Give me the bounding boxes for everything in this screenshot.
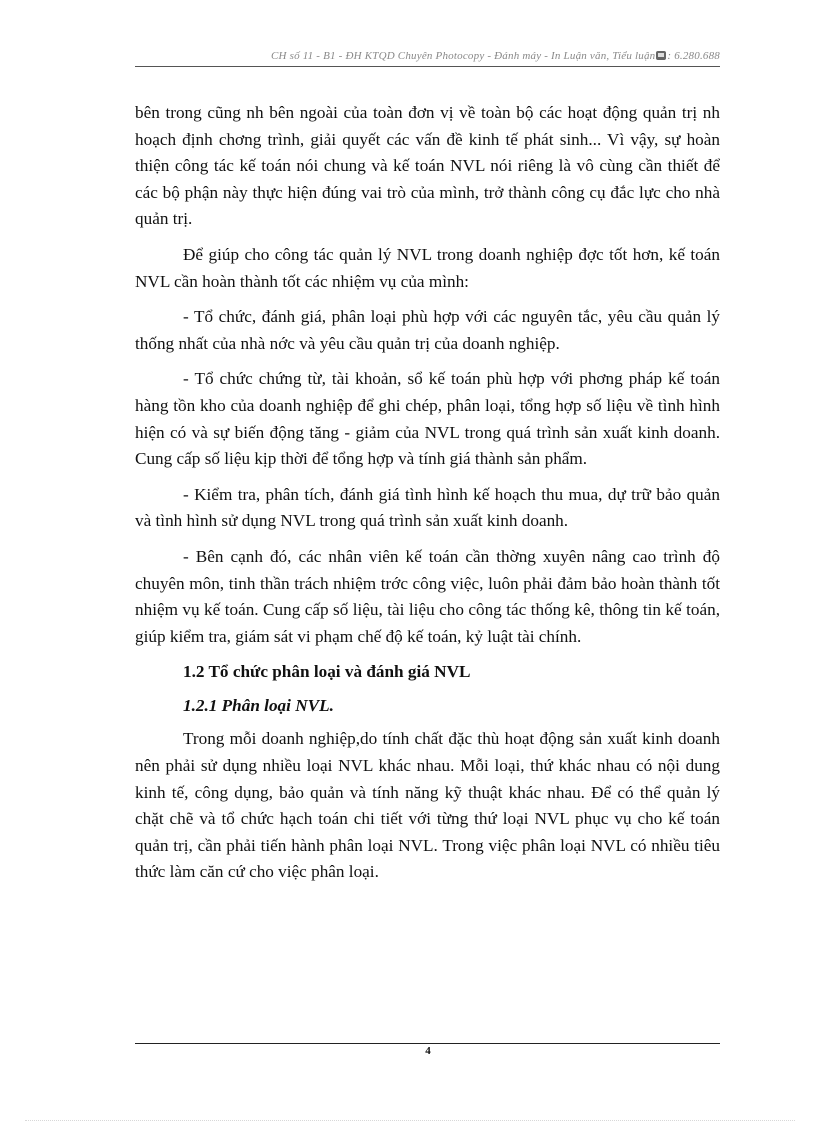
page-header <box>135 48 720 67</box>
page-number: 4 <box>425 1045 431 1057</box>
section-heading: 1.2 Tổ chức phân loại và đánh giá NVL <box>183 662 471 682</box>
body-text <box>135 100 720 895</box>
paragraph: bên trong cũng nh bên ngoài của toàn đơn vị về toàn bộ các hoạt động quản trị nh hoạch định chơng trình, giải quyết các vấn đề kinh tế phát sinh... Vì vậy, sự hoàn thiện công tác kế toán nói chung và kế toán NVL nói riêng là vô cùng cần thiết để các bộ phận này thực hiện đúng vai trò của mình, trở thành công cụ đắc lực cho nhà quản trị. <box>135 103 720 229</box>
footer-divider <box>135 1043 720 1044</box>
paragraph: Để giúp cho công tác quản lý NVL trong doanh nghiệp đợc tốt hơn, kế toán NVL cần hoàn thành tốt các nhiệm vụ của mình: <box>135 244 720 291</box>
header-text: CH số 11 - B1 - ĐH KTQD Chuyên Photocopy - Đánh máy - In Luận văn, Tiểu luận <box>270 50 656 62</box>
list-item: - Tổ chức, đánh giá, phân loại phù hợp với các nguyên tắc, yêu cầu quản lý thống nhất của nhà nớc và yêu cầu quản trị của doanh nghiệp. <box>135 307 720 353</box>
paragraph: Trong mỗi doanh nghiệp,do tính chất đặc thù hoạt động sản xuất kinh doanh nên phải sử dụng nhiều loại NVL khác nhau. Mỗi loại, thứ khác nhau có nội dung kinh tế, công dụng, bảo quản và tính năng kỹ thuật khác nhau. Để có thể quản lý chặt chẽ và tổ chức hạch toán chi tiết với từng thứ loại NVL phục vụ cho kế toán quản trị, cần phải tiến hành phân loại NVL. Trong việc phân loại NVL có nhiều tiêu thức làm căn cứ cho việc phân loại. <box>135 729 720 882</box>
list-item: - Kiểm tra, phân tích, đánh giá tình hình kế hoạch thu mua, dự trữ bảo quản và tình hình sử dụng NVL trong quá trình sản xuất kinh doanh. <box>135 484 720 531</box>
phone-icon <box>656 51 666 60</box>
list-item: - Tổ chức chứng từ, tài khoản, sổ kế toán phù hợp với phơng pháp kế toán hàng tồn kho của doanh nghiệp để ghi chép, phân loại, tổng hợp số liệu về tình hình hiện có và sự biến động tăng - giảm của NVL trong quá trình sản xuất kinh doanh. Cung cấp số liệu kịp thời để tổng hợp và tính giá thành sản phẩm. <box>135 369 720 469</box>
page-edge-divider <box>25 1120 795 1121</box>
header-phone-number: : 6.280.688 <box>667 50 720 62</box>
list-item: - Bên cạnh đó, các nhân viên kế toán cần thờng xuyên nâng cao trình độ chuyên môn, tinh thần trách nhiệm trớc công việc, luôn phải đảm bảo hoàn thành tốt nhiệm vụ kế toán. Cung cấp số liệu, tài liệu cho công tác thống kê, thông tin kế toán, giúp kiểm tra, giám sát vi phạm chế độ kế toán, kỷ luật tài chính. <box>135 546 720 646</box>
subsection-heading: 1.2.1 Phân loại NVL. <box>183 695 334 715</box>
